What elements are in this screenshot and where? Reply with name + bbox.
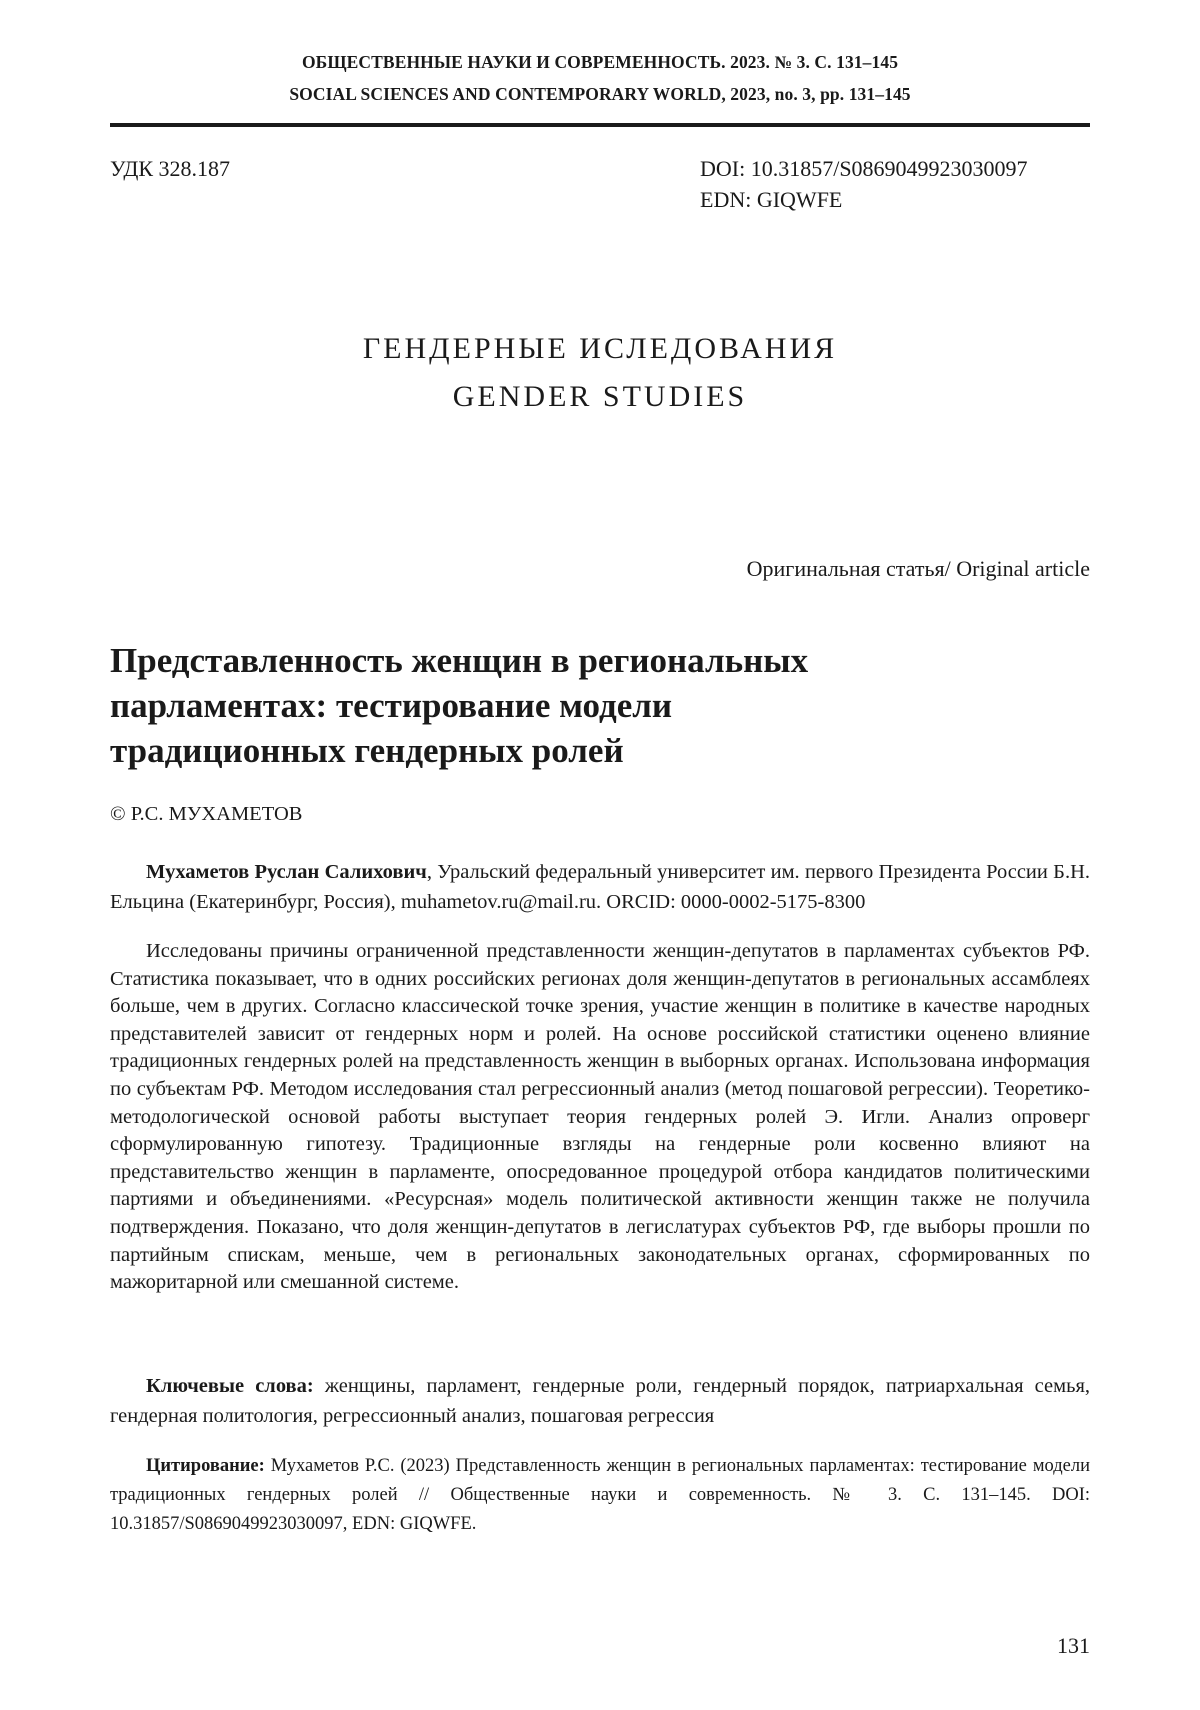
keywords (110, 1371, 1090, 1431)
citation-text: Мухаметов Р.С. (2023) Представленность женщин в региональных парламентах: тестирование модели традиционных гендерных ролей // Общественные науки и современность. № 3. С. 131–145. DOI: 10.31857/S0869049923030097, EDN: GIQWFE. (110, 1456, 1090, 1534)
abstract: Исследованы причины ограниченной представленности женщин-депутатов в парламентах субъектов РФ. Статистика показывает, что в одних российских регионах доля женщин-депутатов в региональных ассамблеях больше, чем в других. Согласно классической точке зрения, участие женщин в политике в качестве народных представителей зависит от гендерных норм и ролей. На основе российской статистики оценено влияние традиционных гендерных ролей на представленность женщин в выборных органах. Использована информация по субъектам РФ. Методом исследования стал регрессионный анализ (метод пошаговой регрессии). Теоретико-методологической основой работы выступает теория гендерных ролей Э. Игли. Анализ опроверг сформулированную гипотезу. Традиционные взгляды на гендерные роли косвенно влияют на представительство женщин в парламенте, опосредованное процедурой отбора кандидатов политическими партиями и объединениями. «Ресурсная» модель политической активности женщин также не получила подтверждения. Показано, что доля женщин-депутатов в легислатурах субъектов РФ, где выборы прошли по партийным спискам, меньше, чем в региональных законодательных органах, сформированных по мажоритарной или смешанной системе. (110, 940, 1090, 1294)
rubric-ru: ГЕНДЕРНЫЕ ИСЛЕДОВАНИЯ (362, 332, 838, 365)
keywords-label: Ключевые слова: (146, 1375, 314, 1397)
rubric-en: GENDER STUDIES (452, 380, 748, 413)
title-line: парламентах: тестирование модели (110, 686, 673, 725)
running-head-ru: ОБЩЕСТВЕННЫЕ НАУКИ И СОВРЕМЕННОСТЬ. 2023. № 3. С. 131–145 (301, 52, 899, 72)
citation-label: Цитирование: (146, 1456, 265, 1476)
running-head-en: SOCIAL SCIENCES AND CONTEMPORARY WORLD, 2023, no. 3, pp. 131–145 (289, 84, 911, 104)
citation (110, 1452, 1090, 1539)
author-affiliation: , Уральский федеральный университет им. первого Президента России Б.Н. Ельцина (Екатеринбург, Россия), muhametov.ru@mail.ru. ORCID: 0000-0002-5175-8300 (110, 861, 1090, 913)
article-title (110, 638, 1090, 773)
copyright-line: © Р.С. МУХАМЕТОВ (110, 803, 303, 825)
page-number: 131 (1057, 1633, 1090, 1658)
edn: EDN: GIQWFE (700, 187, 843, 212)
article-type: Оригинальная статья/ Original article (746, 556, 1090, 581)
title-line: традиционных гендерных ролей (110, 731, 624, 770)
header-rule (110, 123, 1090, 127)
keywords-text: женщины, парламент, гендерные роли, гендерный порядок, патриархальная семья, гендерная политология, регрессионный анализ, пошаговая регрессия (110, 1375, 1090, 1427)
doi: DOI: 10.31857/S0869049923030097 (700, 156, 1028, 181)
author-info (110, 857, 1090, 917)
title-line: Представленность женщин в региональных (110, 641, 809, 680)
udk-code: УДК 328.187 (110, 156, 231, 181)
author-name: Мухаметов Руслан Салихович (146, 861, 427, 883)
